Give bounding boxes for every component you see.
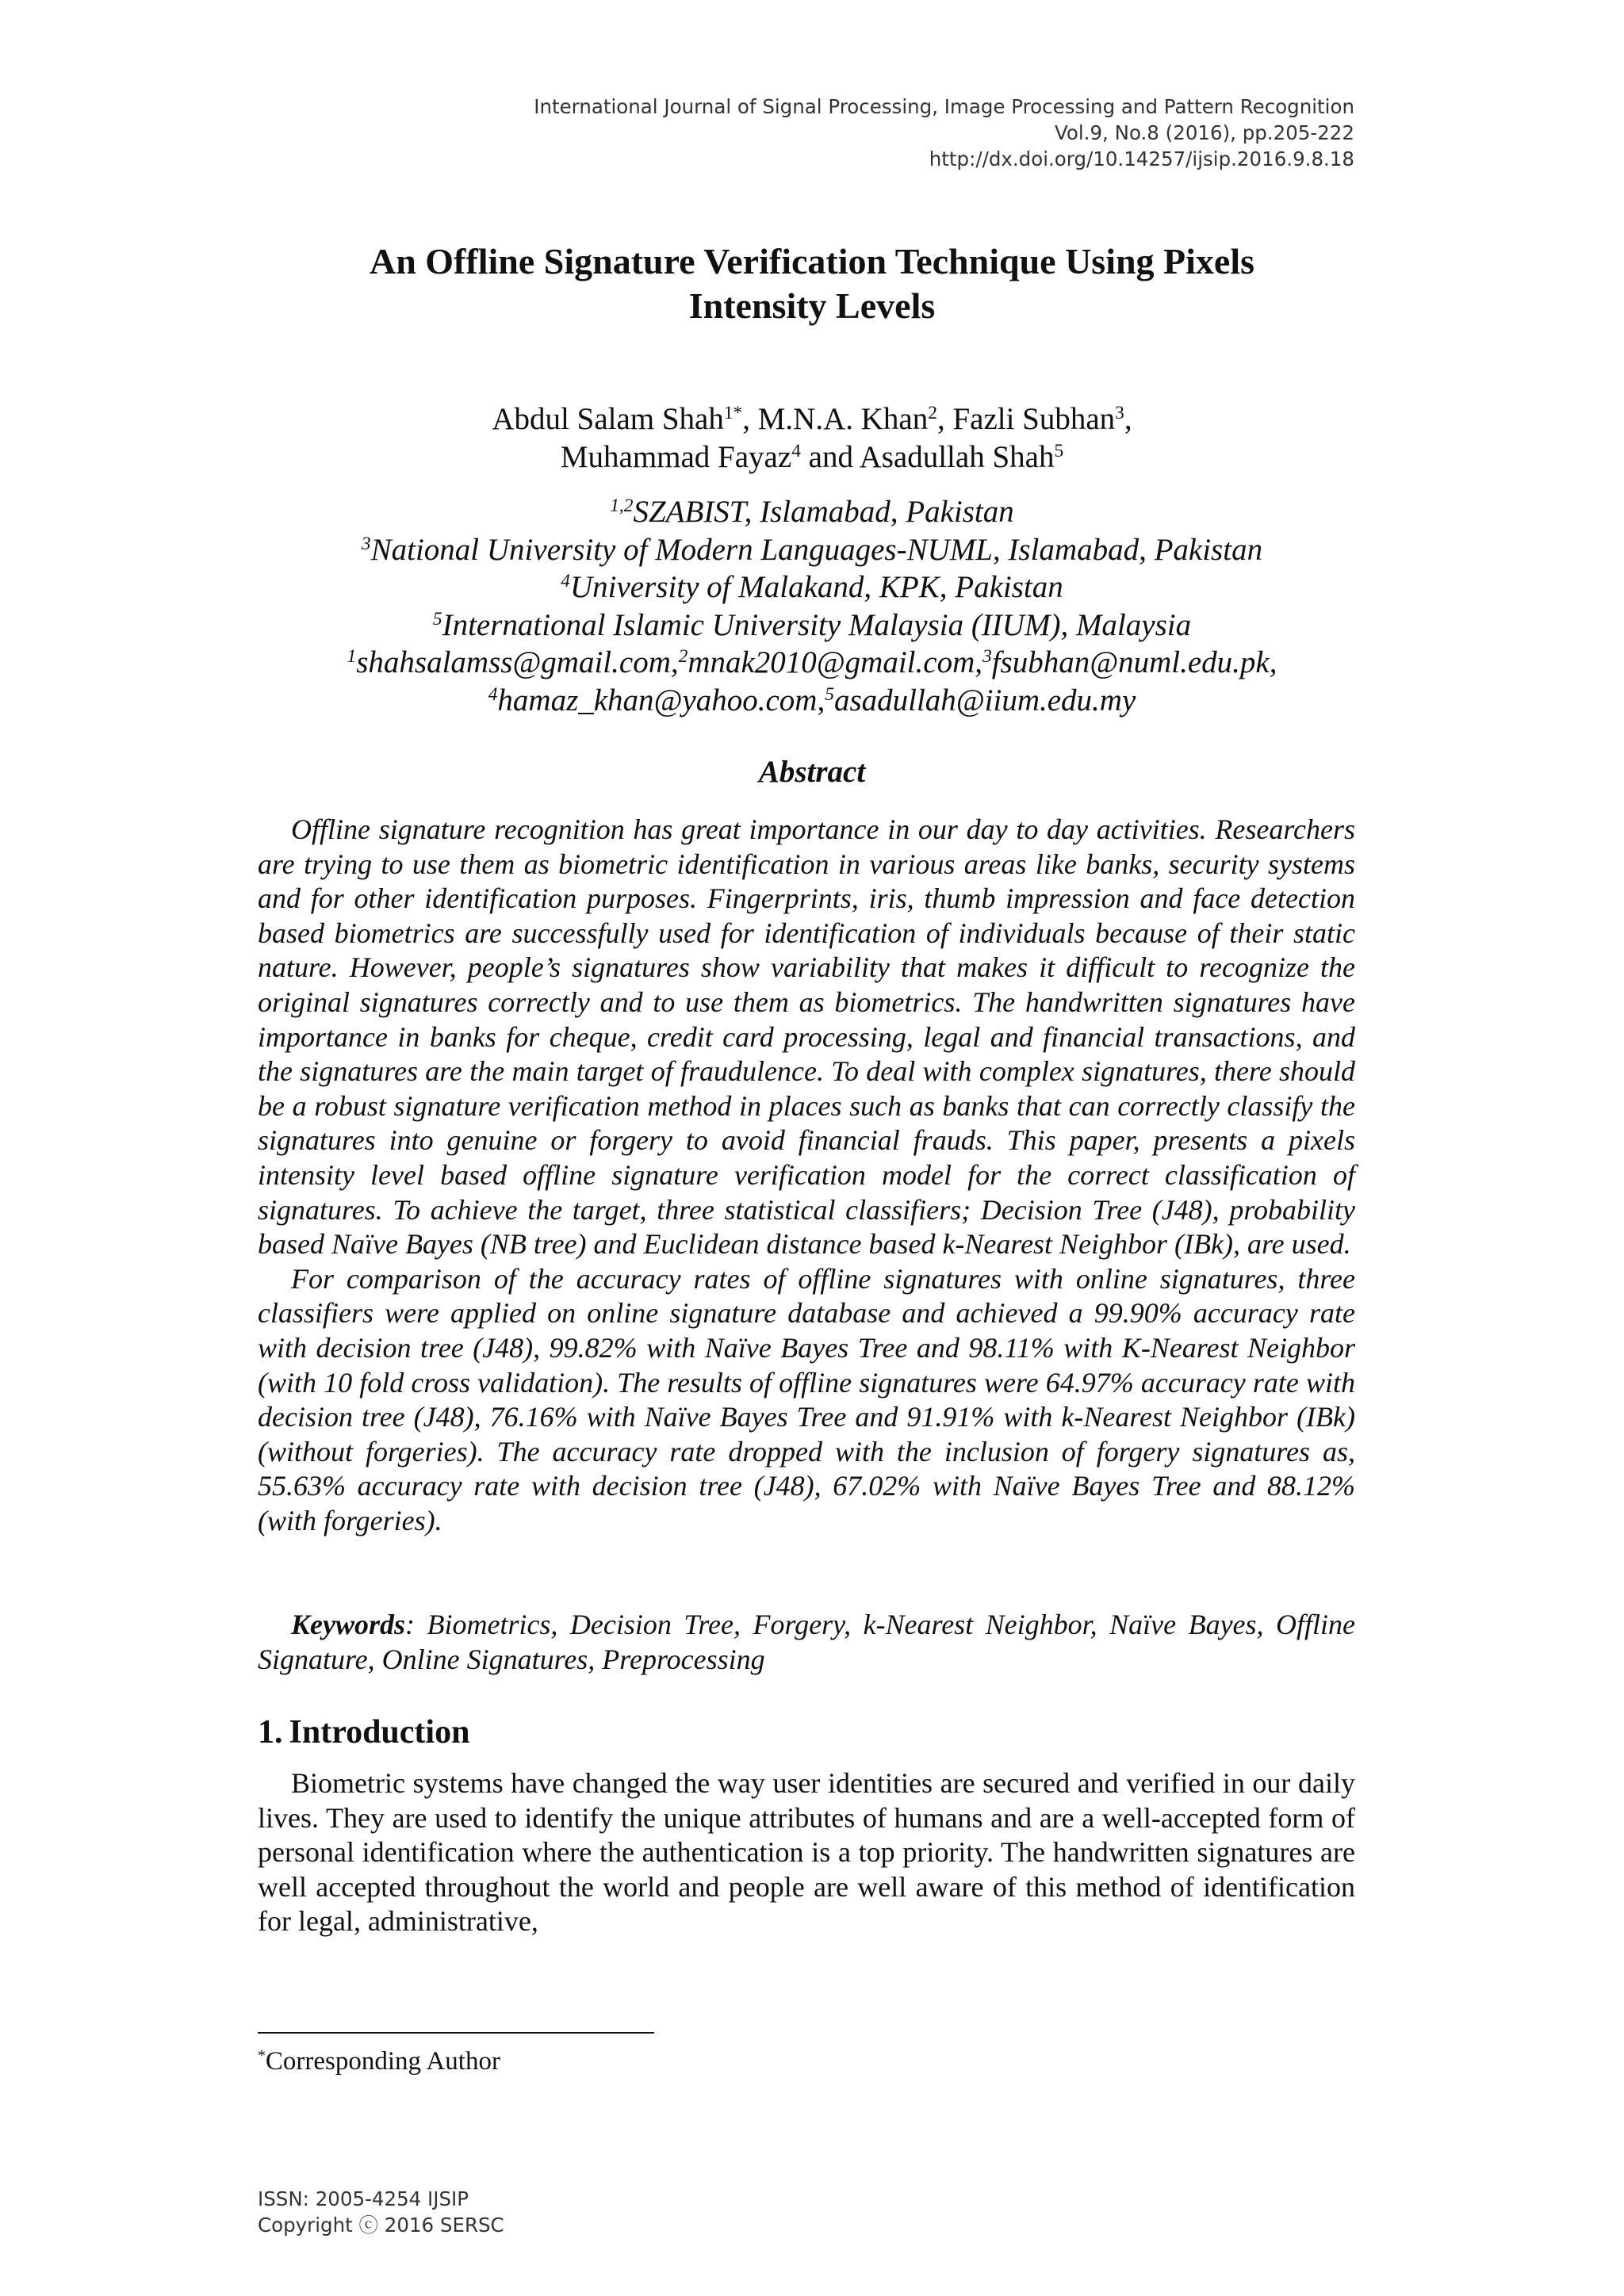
affiliation-superscript: 4	[561, 571, 570, 592]
footnote-marker: *	[258, 2047, 266, 2065]
keywords-list: : Biometrics, Decision Tree, Forgery, k-Nearest Neighbor, Naïve Bayes, Offline Signature, Online Signatures, Preprocessing	[258, 1609, 1355, 1675]
affiliation-superscript: 5	[432, 608, 442, 629]
email-address[interactable]: asadullah@iium.edu.my	[833, 683, 1136, 718]
email-line-2	[0, 682, 1624, 720]
keywords-paragraph	[258, 1608, 1355, 1677]
author-list	[0, 400, 1624, 476]
introduction-paragraph-1: Biometric systems have changed the way user identities are secured and verified in our daily lives. They are used to identify the unique attributes of humans and are a well-accepted form of personal identification where the authentication is a top priority. The handwritten signatures are well accepted throughout the world and people are well aware of this method of identification for legal, administrative,	[258, 1767, 1355, 1938]
footnote	[258, 2045, 500, 2077]
copyright-text: Copyright ⓒ 2016 SERSC	[258, 2214, 504, 2237]
email-address[interactable]: fsubhan@numl.edu.pk,	[991, 645, 1277, 679]
affiliation-text: National University of Modern Languages-NUML, Islamabad, Pakistan	[370, 532, 1263, 567]
abstract-paragraph-2: For comparison of the accuracy rates of offline signatures with online signatures, three classifiers were applied on online signature database and achieved a 99.90% accuracy rate with decision tree (J48), 99.82% with Naïve Bayes Tree and 98.11% with K-Nearest Neighbor (with 10 fold cross validation). The results of offline signatures were 64.97% accuracy rate with decision tree (J48), 76.16% with Naïve Bayes Tree and 91.91% with k-Nearest Neighbor (IBk) (without forgeries). The accuracy rate dropped with the inclusion of forgery signatures as, 55.63% accuracy rate with decision tree (J48), 67.02% with Naïve Bayes Tree and 88.12% (with forgeries).	[258, 1262, 1355, 1536]
affiliation	[0, 607, 1624, 645]
affiliation	[0, 531, 1624, 569]
issn-text: ISSN: 2005-4254 IJSIP	[258, 2187, 469, 2210]
author-superscript: 1*	[723, 403, 743, 424]
author-name: M.N.A. Khan	[757, 402, 929, 436]
paper-title	[0, 239, 1624, 328]
section-title: Introduction	[289, 1714, 470, 1751]
section-heading-introduction	[258, 1712, 469, 1752]
author-superscript: 5	[1054, 441, 1064, 462]
email-line-1	[0, 644, 1624, 682]
journal-name: International Journal of Signal Processing, Image Processing and Pattern Recognition	[534, 95, 1354, 118]
author-line-2	[0, 438, 1624, 476]
affiliation-list	[0, 493, 1624, 719]
email-address[interactable]: hamaz_khan@yahoo.com,	[497, 683, 825, 718]
page-footer	[258, 2186, 504, 2238]
author-superscript: 2	[928, 403, 937, 424]
affiliation-text: SZABIST, Islamabad, Pakistan	[633, 495, 1014, 529]
introduction-body	[258, 1766, 1355, 1939]
affiliation-text: University of Malakand, KPK, Pakistan	[569, 570, 1063, 604]
journal-volume: Vol.9, No.8 (2016), pp.205-222	[1055, 121, 1354, 144]
email-superscript: 3	[982, 646, 992, 668]
keywords-label: Keywords	[291, 1609, 405, 1640]
email-superscript: 2	[678, 646, 688, 668]
abstract-body	[258, 813, 1355, 1538]
author-superscript: 3	[1115, 403, 1124, 424]
journal-doi-link[interactable]: http://dx.doi.org/10.14257/ijsip.2016.9.8.18	[929, 147, 1354, 170]
affiliation	[0, 493, 1624, 531]
author-name: Asadullah Shah	[859, 440, 1055, 474]
paper-title-line-2: Intensity Levels	[688, 285, 936, 326]
footnote-divider	[258, 2032, 654, 2034]
journal-header	[403, 94, 1354, 172]
email-address[interactable]: mnak2010@gmail.com,	[688, 645, 982, 679]
author-superscript: 4	[791, 441, 801, 462]
email-address[interactable]: shahsalamss@gmail.com,	[356, 645, 679, 679]
affiliation	[0, 568, 1624, 607]
author-joiner: and	[808, 440, 853, 474]
affiliation-text: International Islamic University Malaysia (IIUM), Malaysia	[442, 607, 1192, 642]
affiliation-superscript: 3	[361, 533, 371, 554]
keywords-block	[258, 1608, 1355, 1677]
abstract-paragraph-1: Offline signature recognition has great importance in our day to day activities. Researchers are trying to use them as biometric identification in various areas like banks, security systems and for other identification purposes. Fingerprints, iris, thumb impression and face detection based biometrics are successfully used for identification of individuals because of their static nature. However, people’s signatures show variability that makes it difficult to recognize the original signatures correctly and to use them as biometrics. The handwritten signatures have importance in banks for cheque, credit card processing, legal and financial transactions, and the signatures are the main target of fraudulence. To deal with complex signatures, there should be a robust signature verification method in places such as banks that can correctly classify the signatures into genuine or forgery to avoid financial frauds. This paper, presents a pixels intensity level based offline signature verification model for the correct classification of signatures. To achieve the target, three statistical classifiers; Decision Tree (J48), probability based Naïve Bayes (NB tree) and Euclidean distance based k-Nearest Neighbor (IBk), are used.	[258, 813, 1355, 1261]
author-name: Abdul Salam Shah	[492, 402, 724, 436]
email-superscript: 5	[825, 683, 834, 705]
abstract-heading: Abstract	[758, 755, 866, 789]
footnote-text: Corresponding Author	[265, 2047, 500, 2076]
affiliation-superscript: 1,2	[610, 496, 634, 517]
email-superscript: 4	[488, 683, 498, 705]
author-line-1: Abdul Salam Shah$^{1*}$, M.N.A. Khan$^2$, Fazli Subhan$^3$,	[492, 402, 1132, 436]
section-number: 1.	[258, 1714, 283, 1751]
paper-title-line-1: An Offline Signature Verification Technique Using Pixels	[369, 241, 1255, 281]
author-name: Fazli Subhan	[952, 402, 1116, 436]
email-superscript: 1	[347, 646, 357, 668]
author-name: Muhammad Fayaz	[560, 440, 792, 474]
